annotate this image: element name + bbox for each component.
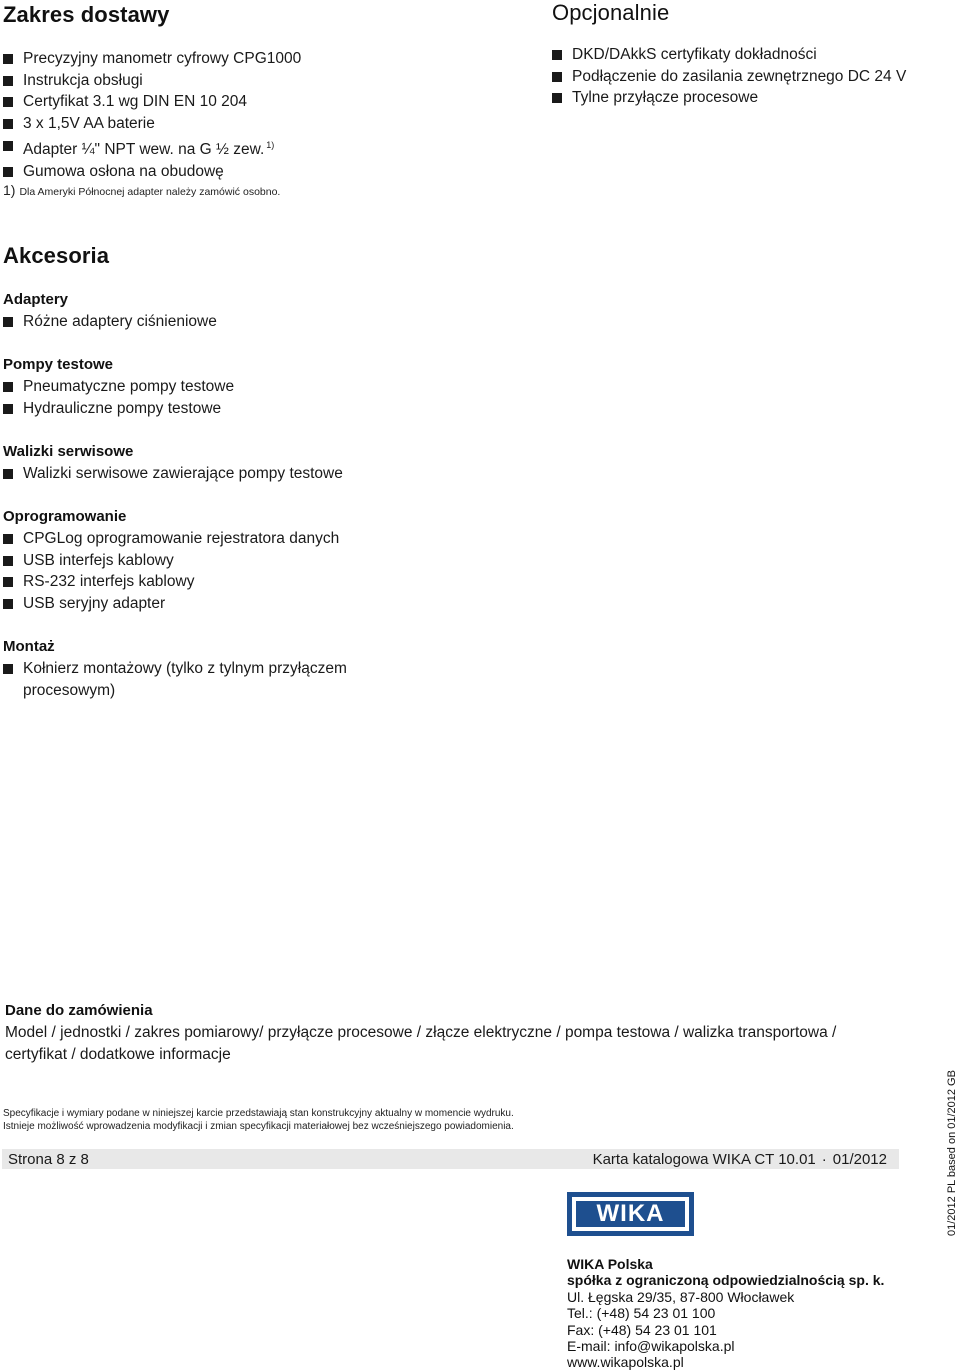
company-full-name: spółka z ograniczoną odpowiedzialnością sp. k. bbox=[567, 1272, 885, 1289]
square-bullet-icon bbox=[3, 54, 13, 64]
wika-logo bbox=[567, 1192, 694, 1236]
square-bullet-icon bbox=[3, 167, 13, 177]
square-bullet-icon bbox=[552, 50, 562, 60]
website[interactable]: www.wikapolska.pl bbox=[567, 1354, 684, 1371]
software-list bbox=[3, 528, 403, 615]
phone: Tel.: (+48) 54 23 01 100 bbox=[567, 1305, 716, 1322]
scope-list bbox=[3, 48, 463, 182]
options-list bbox=[552, 44, 957, 109]
adapters-list bbox=[3, 311, 403, 333]
square-bullet-icon bbox=[3, 119, 13, 129]
list-item: Adapter ¼" NPT wew. na G ½ zew. $^{1)}$ bbox=[3, 135, 463, 161]
list-item: Tylne przyłącze procesowe bbox=[552, 87, 957, 109]
list-item: USB seryjny adapter bbox=[3, 593, 403, 615]
group-heading-cases: Walizki serwisowe bbox=[3, 443, 134, 460]
square-bullet-icon bbox=[552, 72, 562, 82]
pumps-list bbox=[3, 376, 403, 419]
square-bullet-icon bbox=[3, 664, 13, 674]
list-item: Precyzyjny manometr cyfrowy CPG1000 bbox=[3, 48, 463, 70]
group-heading-adapters: Adaptery bbox=[3, 291, 69, 308]
square-bullet-icon bbox=[3, 76, 13, 86]
square-bullet-icon bbox=[3, 599, 13, 609]
group-heading-software: Oprogramowanie bbox=[3, 508, 127, 525]
list-item: CPGLog oprogramowanie rejestratora danych bbox=[3, 528, 403, 550]
contact-block bbox=[567, 1256, 884, 1371]
list-item: RS-232 interfejs kablowy bbox=[3, 571, 403, 593]
edition-note: 01/2012 PL based on 01/2012 GB bbox=[946, 1070, 958, 1236]
accessories-title: Akcesoria bbox=[3, 243, 110, 268]
square-bullet-icon bbox=[552, 93, 562, 103]
page-number: Strona 8 z 8 bbox=[8, 1151, 89, 1168]
list-item: Kołnierz montażowy (tylko z tylnym przyłączem procesowym) bbox=[3, 658, 388, 701]
list-item: Walizki serwisowe zawierające pompy testowe bbox=[3, 463, 403, 485]
ordering-heading: Dane do zamówienia bbox=[5, 1002, 153, 1019]
square-bullet-icon bbox=[3, 556, 13, 566]
fax: Fax: (+48) 54 23 01 101 bbox=[567, 1321, 717, 1338]
list-item: DKD/DAkkS certyfikaty dokładności bbox=[552, 44, 957, 66]
options-title: Opcjonalnie bbox=[552, 0, 670, 25]
mounting-list bbox=[3, 658, 388, 701]
company-name: WIKA Polska bbox=[567, 1256, 653, 1272]
group-heading-pumps: Pompy testowe bbox=[3, 356, 114, 373]
square-bullet-icon bbox=[3, 534, 13, 544]
list-item: 3 x 1,5V AA baterie bbox=[3, 113, 463, 135]
list-item: Instrukcja obsługi bbox=[3, 70, 463, 92]
square-bullet-icon bbox=[3, 469, 13, 479]
square-bullet-icon bbox=[3, 404, 13, 414]
footer-bar bbox=[2, 1149, 899, 1169]
cases-list bbox=[3, 463, 403, 485]
square-bullet-icon bbox=[3, 141, 13, 151]
square-bullet-icon bbox=[3, 382, 13, 392]
email[interactable]: E-mail: info@wikapolska.pl bbox=[567, 1338, 735, 1355]
disclaimer: Specyfikacje i wymiary podane w niniejszej karcie przedstawiają stan konstrukcyjny aktualny w momencie wydruku. Istnieje możliwość wprowadzenia modyfikacji i zmian specyfikacji materiałowej bez wcześniejszego powiadomienia. bbox=[3, 1108, 514, 1132]
list-item: Hydrauliczne pompy testowe bbox=[3, 398, 403, 420]
scope-title: Zakres dostawy bbox=[3, 2, 170, 27]
list-item: Pneumatyczne pompy testowe bbox=[3, 376, 403, 398]
footnote-ref: 1) bbox=[266, 139, 275, 150]
list-item: Gumowa osłona na obudowę bbox=[3, 161, 463, 183]
group-heading-mounting: Montaż bbox=[3, 638, 55, 655]
ordering-text: Model / jednostki / zakres pomiarowy/ przyłącze procesowe / złącze elektryczne / pompa testowa / walizka transportowa / certyfikat / dodatkowe informacje bbox=[5, 1024, 837, 1063]
footnote: 1) Dla Ameryki Północnej adapter należy zamówić osobno. bbox=[3, 182, 281, 198]
square-bullet-icon bbox=[3, 97, 13, 107]
list-item: Podłączenie do zasilania zewnętrznego DC 24 V bbox=[552, 66, 957, 88]
list-item: Certyfikat 3.1 wg DIN EN 10 204 bbox=[3, 91, 463, 113]
square-bullet-icon bbox=[3, 577, 13, 587]
square-bullet-icon bbox=[3, 317, 13, 327]
list-item: Różne adaptery ciśnieniowe bbox=[3, 311, 403, 333]
catalog-ref: Karta katalogowa WIKA CT 10.01 · 01/2012 bbox=[592, 1151, 887, 1168]
address: Ul. Łęgska 29/35, 87-800 Włocławek bbox=[567, 1288, 795, 1305]
wika-logo-text: WIKA bbox=[596, 1200, 665, 1227]
list-item: USB interfejs kablowy bbox=[3, 550, 403, 572]
